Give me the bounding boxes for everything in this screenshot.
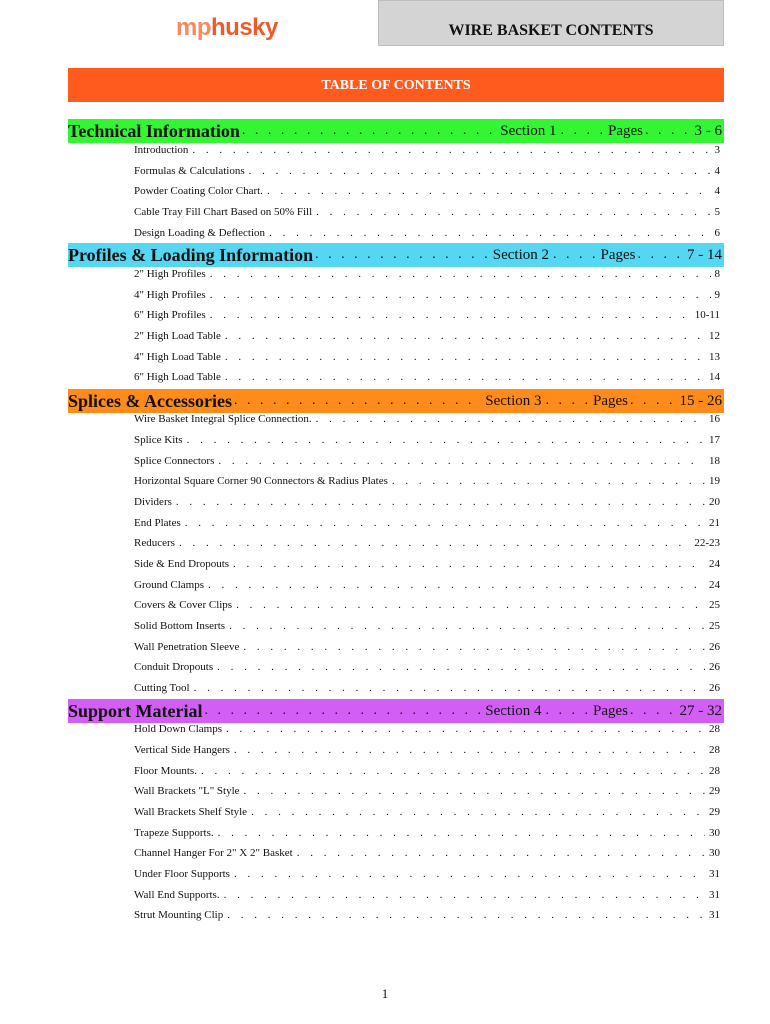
section-name: Splices & Accessories xyxy=(68,390,232,411)
leader-dots xyxy=(236,599,705,611)
entry-page: 31 xyxy=(709,868,720,880)
toc-entry[interactable] xyxy=(134,909,720,927)
leader-dots xyxy=(630,703,676,719)
entry-page: 31 xyxy=(709,889,720,901)
entry-title: Side & End Dropouts xyxy=(134,558,230,570)
entry-title: Wall Brackets "L" Style xyxy=(134,785,240,797)
leader-dots xyxy=(210,309,691,321)
leader-dots xyxy=(210,289,711,301)
toc-entry[interactable] xyxy=(134,330,720,348)
leader-dots xyxy=(225,330,705,342)
entry-title: 4" High Load Table xyxy=(134,351,221,363)
pages-label: Pages xyxy=(600,246,636,263)
leader-dots xyxy=(234,868,705,880)
toc-entry[interactable] xyxy=(134,889,720,907)
logo-prefix: mp xyxy=(176,14,211,41)
pages-label: Pages xyxy=(593,702,628,719)
section-name: Support Material xyxy=(68,700,203,721)
leader-dots xyxy=(234,744,705,756)
entry-title: 4" High Profiles xyxy=(134,289,206,301)
entry-page: 20 xyxy=(709,496,720,508)
entry-title: Trapeze Supports. xyxy=(134,827,214,839)
leader-dots xyxy=(224,889,705,901)
entry-page: 26 xyxy=(709,682,720,694)
toc-entry[interactable] xyxy=(134,144,720,162)
section-name: Technical Information xyxy=(68,120,240,141)
entry-title: 6" High Profiles xyxy=(134,309,206,321)
leader-dots xyxy=(251,806,705,818)
entry-page: 30 xyxy=(709,827,720,839)
pages-label: Pages xyxy=(593,392,628,409)
toc-entry[interactable] xyxy=(134,434,720,452)
entry-page: 3 xyxy=(714,144,720,156)
entry-title: Cutting Tool xyxy=(134,682,190,694)
toc-entry[interactable] xyxy=(134,827,720,845)
section-pages: 7 - 14 xyxy=(687,246,722,263)
leader-dots xyxy=(315,247,489,263)
leader-dots xyxy=(297,847,705,859)
leader-dots xyxy=(192,144,710,156)
leader-dots xyxy=(217,661,705,673)
toc-entry[interactable] xyxy=(134,206,720,224)
entry-title: Powder Coating Color Chart. xyxy=(134,185,263,197)
entry-page: 25 xyxy=(709,599,720,611)
toc-entry[interactable] xyxy=(134,268,720,286)
section-profiles-loading-information[interactable] xyxy=(68,243,724,267)
leader-dots xyxy=(553,247,599,263)
entry-title: Channel Hanger For 2" X 2" Basket xyxy=(134,847,293,859)
section-pages: 3 - 6 xyxy=(694,122,722,139)
entry-title: 2" High Profiles xyxy=(134,268,206,280)
leader-dots xyxy=(242,123,496,139)
section-technical-information[interactable] xyxy=(68,119,724,143)
entry-page: 30 xyxy=(709,847,720,859)
entry-title: Floor Mounts. xyxy=(134,765,197,777)
toc-entry[interactable] xyxy=(134,289,720,307)
entry-page: 31 xyxy=(709,909,720,921)
section-splices-accessories[interactable] xyxy=(68,389,724,413)
entry-title: 2" High Load Table xyxy=(134,330,221,342)
leader-dots xyxy=(249,165,711,177)
entry-page: 17 xyxy=(709,434,720,446)
entry-title: Splice Connectors xyxy=(134,455,215,467)
section-number: Section 1 xyxy=(500,122,557,139)
section-pages: 15 - 26 xyxy=(679,392,722,409)
entry-page: 16 xyxy=(709,413,720,425)
toc-entry[interactable] xyxy=(134,765,720,783)
leader-dots xyxy=(208,579,705,591)
leader-dots xyxy=(225,351,705,363)
entry-page: 22-23 xyxy=(694,537,720,549)
toc-entry[interactable] xyxy=(134,620,720,638)
toc-entry[interactable] xyxy=(134,661,720,679)
toc-entry[interactable] xyxy=(134,641,720,659)
entry-page: 29 xyxy=(709,785,720,797)
leader-dots xyxy=(194,682,705,694)
leader-dots xyxy=(229,620,705,632)
section-pages: 27 - 32 xyxy=(679,702,722,719)
entry-title: Wall End Supports. xyxy=(134,889,220,901)
entry-page: 4 xyxy=(714,185,720,197)
toc-entry[interactable] xyxy=(134,785,720,803)
section-name: Profiles & Loading Information xyxy=(68,244,314,265)
toc-entry[interactable] xyxy=(134,371,720,389)
toc-entry[interactable] xyxy=(134,455,720,473)
leader-dots xyxy=(630,393,676,409)
toc-entry[interactable] xyxy=(134,599,720,617)
toc-entry[interactable] xyxy=(134,185,720,203)
leader-dots xyxy=(546,393,592,409)
entry-title: Horizontal Square Corner 90 Connectors & Radius Plates xyxy=(134,475,388,487)
leader-dots xyxy=(201,765,705,777)
entry-title: Under Floor Supports xyxy=(134,868,230,880)
entry-title: End Plates xyxy=(134,517,181,529)
leader-dots xyxy=(638,247,684,263)
page-number: 1 xyxy=(381,986,389,1001)
leader-dots xyxy=(218,455,705,467)
entry-page: 18 xyxy=(709,455,720,467)
logo-suffix: husky xyxy=(211,14,278,41)
entry-title: Vertical Side Hangers xyxy=(134,744,230,756)
section-number: Section 4 xyxy=(485,702,542,719)
entry-page: 13 xyxy=(709,351,720,363)
entry-title: 6" High Load Table xyxy=(134,371,221,383)
document-title: WIRE BASKET CONTENTS xyxy=(448,22,654,39)
entry-page: 26 xyxy=(709,661,720,673)
entry-title: Reducers xyxy=(134,537,175,549)
entry-page: 10-11 xyxy=(694,309,720,321)
leader-dots xyxy=(269,227,710,239)
leader-dots xyxy=(210,268,711,280)
toc-entry[interactable] xyxy=(134,558,720,576)
entry-title: Wire Basket Integral Splice Connection. xyxy=(134,413,312,425)
leader-dots xyxy=(234,393,481,409)
toc-entry[interactable] xyxy=(134,309,720,327)
toc-entry[interactable] xyxy=(134,579,720,597)
leader-dots xyxy=(225,371,705,383)
leader-dots xyxy=(316,413,705,425)
leader-dots xyxy=(179,537,690,549)
entry-page: 12 xyxy=(709,330,720,342)
entry-page: 21 xyxy=(709,517,720,529)
entry-title: Covers & Cover Clips xyxy=(134,599,233,611)
entry-page: 28 xyxy=(709,765,720,777)
entry-title: Strut Mounting Clip xyxy=(134,909,224,921)
leader-dots xyxy=(267,185,711,197)
toc-entry[interactable] xyxy=(134,517,720,535)
entry-title: Conduit Dropouts xyxy=(134,661,214,673)
leader-dots xyxy=(561,123,607,139)
entry-title: Dividers xyxy=(134,496,172,508)
entry-page: 4 xyxy=(714,165,720,177)
toc-entry[interactable] xyxy=(134,682,720,700)
entry-page: 28 xyxy=(709,744,720,756)
entry-page: 24 xyxy=(709,558,720,570)
entry-title: Ground Clamps xyxy=(134,579,204,591)
entry-page: 9 xyxy=(714,289,720,301)
toc-entry[interactable] xyxy=(134,413,720,431)
toc-entry[interactable] xyxy=(134,868,720,886)
leader-dots xyxy=(243,641,705,653)
entry-page: 24 xyxy=(709,579,720,591)
leader-dots xyxy=(176,496,705,508)
toc-entry[interactable] xyxy=(134,475,720,493)
toc-entry[interactable] xyxy=(134,351,720,369)
leader-dots xyxy=(392,475,705,487)
toc-entry[interactable] xyxy=(134,806,720,824)
leader-dots xyxy=(546,703,592,719)
leader-dots xyxy=(244,785,705,797)
toc-entry[interactable] xyxy=(134,723,720,741)
pages-label: Pages xyxy=(608,122,643,139)
entry-title: Splice Kits xyxy=(134,434,183,446)
entry-title: Hold Down Clamps xyxy=(134,723,222,735)
section-number: Section 3 xyxy=(485,392,542,409)
entry-title: Wall Penetration Sleeve xyxy=(134,641,240,653)
toc-entry[interactable] xyxy=(134,847,720,865)
entry-title: Solid Bottom Inserts xyxy=(134,620,226,632)
entry-title: Formulas & Calculations xyxy=(134,165,245,177)
entry-title: Design Loading & Deflection xyxy=(134,227,266,239)
section-number: Section 2 xyxy=(492,246,549,263)
entry-title: Wall Brackets Shelf Style xyxy=(134,806,248,818)
entry-page: 6 xyxy=(714,227,720,239)
entry-page: 14 xyxy=(709,371,720,383)
entry-page: 8 xyxy=(714,268,720,280)
entry-title: Introduction xyxy=(134,144,189,156)
entry-title: Cable Tray Fill Chart Based on 50% Fill xyxy=(134,206,313,218)
leader-dots xyxy=(187,434,705,446)
leader-dots xyxy=(226,723,705,735)
toc-entry[interactable] xyxy=(134,744,720,762)
table-of-contents-title: TABLE OF CONTENTS xyxy=(321,78,471,93)
entry-page: 25 xyxy=(709,620,720,632)
section-support-material[interactable] xyxy=(68,699,724,723)
toc-entry[interactable] xyxy=(134,165,720,183)
toc-entry[interactable] xyxy=(134,537,720,555)
leader-dots xyxy=(645,123,691,139)
entry-page: 28 xyxy=(709,723,720,735)
leader-dots xyxy=(218,827,705,839)
entry-page: 26 xyxy=(709,641,720,653)
leader-dots xyxy=(233,558,705,570)
leader-dots xyxy=(227,909,705,921)
leader-dots xyxy=(316,206,710,218)
leader-dots xyxy=(205,703,482,719)
entry-page: 19 xyxy=(709,475,720,487)
leader-dots xyxy=(185,517,705,529)
toc-entry[interactable] xyxy=(134,496,720,514)
entry-page: 5 xyxy=(714,206,720,218)
entry-page: 29 xyxy=(709,806,720,818)
